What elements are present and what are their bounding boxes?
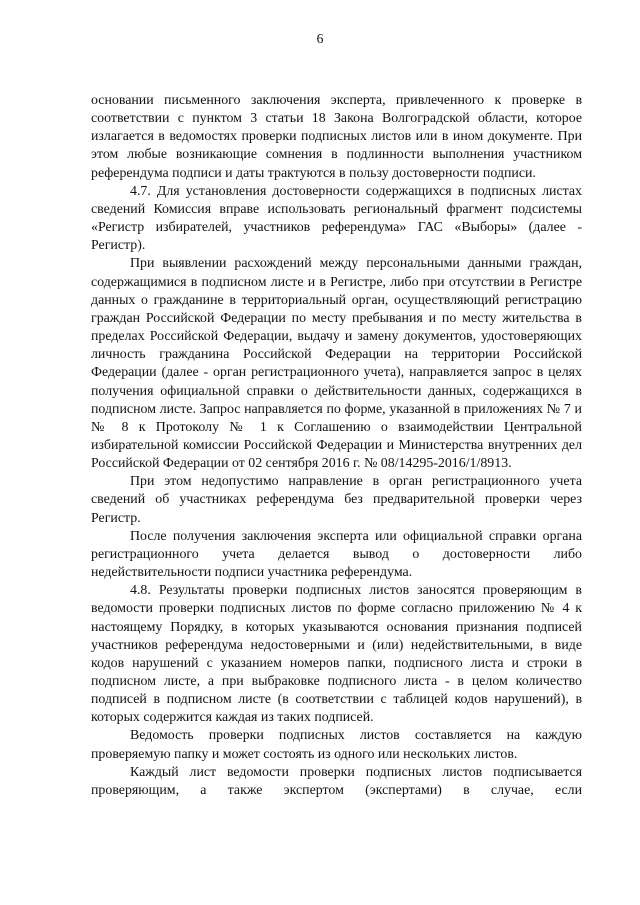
paragraph-continuation: основании письменного заключения эксперта, привлеченного к проверке в соответствии с пунктом 3 статьи 18 Закона Волгоградской области, которое излагается в ведомостях проверки подписных листов или в ином документе. При этом любые возникающие сомнения в подлинности выполнения участником референдума подписи и даты трактуются в пользу достоверности подписи. — [91, 93, 582, 181]
page-number: 6 — [316, 31, 324, 46]
paragraph-4-8: 4.8. Результаты проверки подписных листов заносятся проверяющим в ведомости проверки подписных листов по форме согласно приложению № 4 к настоящему Порядку, в которых указываются основания признания подписей участников референдума недостоверными и (или) недействительными, в виде кодов нарушений с указанием номеров папки, подписного листа и строки в подписном листе, а при выбраковке подписного листа - в целом количество подписей в подписном листе (в соответствии с таблицей кодов нарушений), в которых содержится каждая из таких подписей. — [91, 583, 582, 726]
paragraph-discrepancies: При выявлении расхождений между персональными данными граждан, содержащимися в подписном листе и в Регистре, либо при отсутствии в Регистре данных о гражданине в территориальный орган, осуществляющий регистрацию граждан Российской Федерации по месту пребывания и по месту жительства в пределах Российской Федерации, выдачу и замену документов, удостоверяющих личность гражданина Российской Федерации на территории Российской Федерации (далее - орган регистрационного учета), направляется запрос в целях получения официальной справки о действительности данных, содержащихся в подписном листе. Запрос направляется по форме, указанной в приложениях № 7 и № 8 к Протоколу № 1 к Соглашению о взаимодействии Центральной избирательной комиссии Российской Федерации и Министерства внутренних дел Российской Федерации от 02 сентября 2016 г. № 08/14295-2016/1/8913. — [91, 256, 582, 472]
paragraph-statement: Ведомость проверки подписных листов составляется на каждую проверяемую папку и может состоять из одного или нескольких листов. — [91, 728, 582, 762]
paragraph-signing: Каждый лист ведомости проверки подписных листов подписывается проверяющим, а также экспертом (экспертами) в случае, если — [91, 764, 582, 798]
document-body — [91, 92, 582, 800]
paragraph-conclusion: После получения заключения эксперта или официальной справки органа регистрационного учета делается вывод о достоверности либо недействительности подписи участника референдума. — [91, 528, 582, 581]
paragraph-4-7: 4.7. Для установления достоверности содержащихся в подписных листах сведений Комиссия вправе использовать региональный фрагмент подсистемы «Регистр избирателей, участников референдума» ГАС «Выборы» (далее - Регистр). — [91, 183, 582, 254]
paragraph-inadmissibility: При этом недопустимо направление в орган регистрационного учета сведений об участниках референдума без предварительной проверки через Регистр. — [91, 474, 582, 526]
